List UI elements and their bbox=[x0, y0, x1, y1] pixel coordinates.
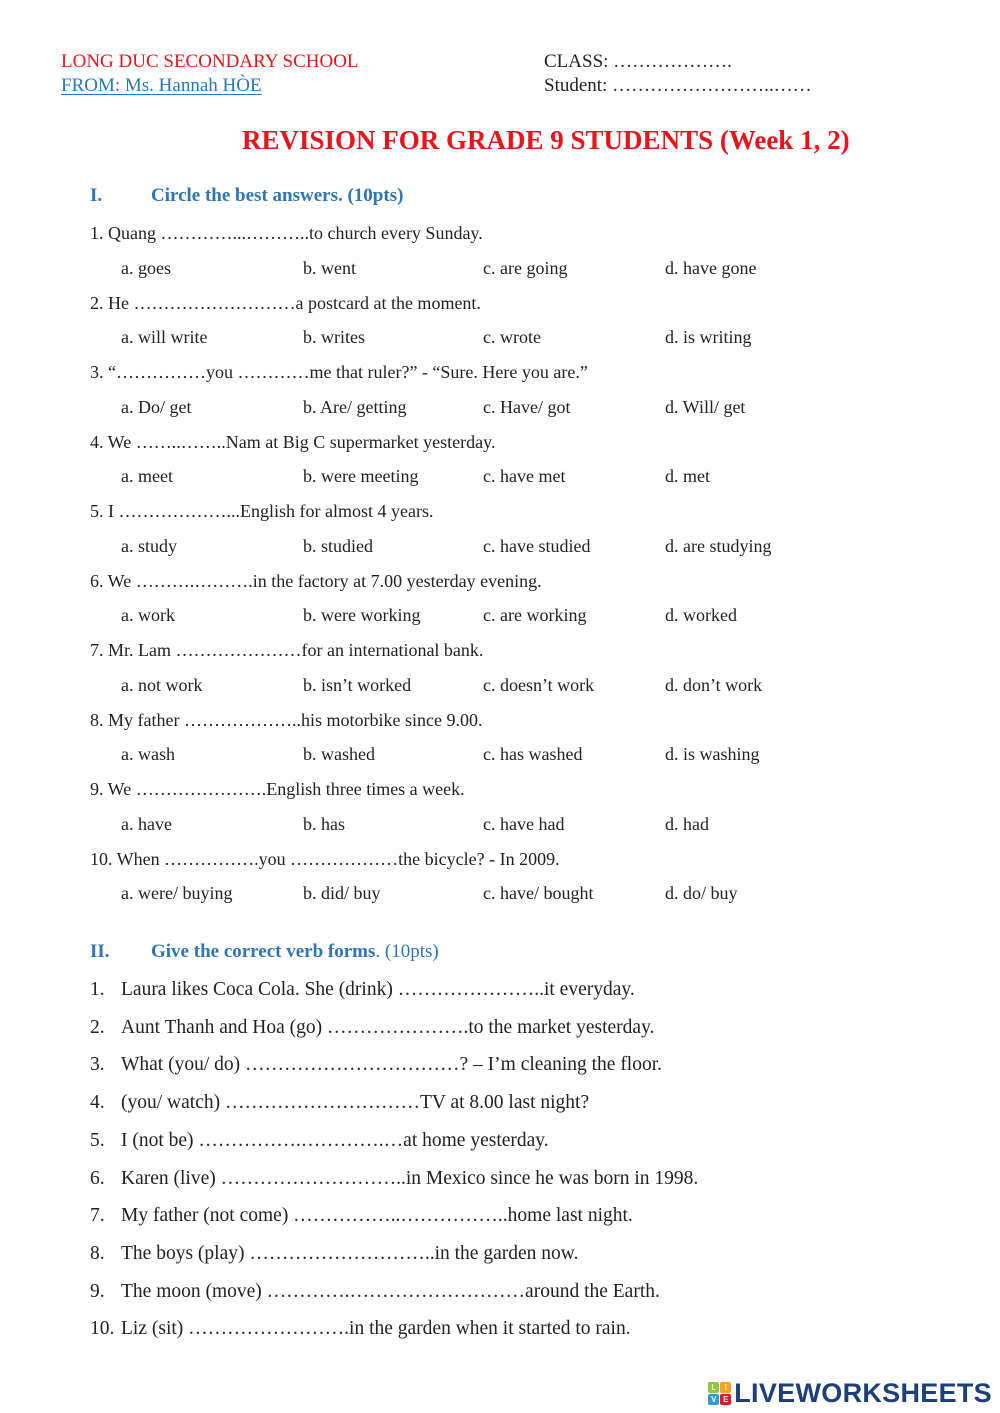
answer-option: d. have gone bbox=[665, 257, 757, 278]
item-number: 3. bbox=[90, 1054, 105, 1076]
item-number: 10. bbox=[90, 1318, 115, 1340]
exercise-sentence: Aunt Thanh and Hoa (go) ………………….to the market yesterday. bbox=[121, 1016, 655, 1038]
liveworksheets-logo bbox=[708, 1378, 992, 1409]
answer-option: a. work bbox=[121, 605, 175, 625]
item-number: 7. bbox=[90, 1205, 105, 1227]
exercise-sentence: Karen (live) ………………………..in Mexico since he was born in 1998. bbox=[121, 1167, 699, 1189]
item-number: 4. bbox=[90, 1092, 105, 1114]
item-number: 2. bbox=[90, 1016, 105, 1038]
answer-option: a. not work bbox=[121, 674, 203, 695]
item-number: 9. bbox=[90, 1280, 105, 1302]
answer-option: b. did/ buy bbox=[303, 883, 381, 903]
answer-option: d. is washing bbox=[665, 744, 760, 764]
teacher-name: FROM: Ms. Hannah HÒE bbox=[61, 75, 262, 96]
answer-option: a. have bbox=[121, 813, 172, 834]
question-text: 2. He ………………………a postcard at the moment. bbox=[90, 292, 481, 313]
answer-option: c. has washed bbox=[483, 744, 583, 764]
answer-option: a. meet bbox=[121, 466, 173, 486]
answer-option: c. doesn’t work bbox=[483, 674, 595, 695]
answer-option: a. were/ buying bbox=[121, 883, 233, 903]
question-text: 9. We ………………….English three times a week. bbox=[90, 779, 465, 799]
answer-option: b. washed bbox=[303, 744, 375, 764]
logo-text: LIVEWORKSHEETS bbox=[734, 1378, 992, 1408]
exercise-sentence: (you/ watch) …………………………TV at 8.00 last night? bbox=[121, 1092, 590, 1114]
answer-option: a. wash bbox=[121, 744, 175, 764]
exercise-sentence: The boys (play) ………………………..in the garden now. bbox=[121, 1242, 579, 1264]
item-number: 6. bbox=[90, 1167, 105, 1189]
question-text: 7. Mr. Lam …………………for an international bank. bbox=[90, 640, 484, 660]
answer-option: b. Are/ getting bbox=[303, 396, 407, 417]
question-text: 6. We ……….……….in the factory at 7.00 yesterday evening. bbox=[90, 570, 542, 591]
item-number: 5. bbox=[90, 1129, 105, 1151]
answer-option: c. are going bbox=[483, 257, 568, 278]
section-title: Circle the best answers. (10pts) bbox=[151, 185, 404, 206]
question-text: 8. My father ………………..his motorbike since 9.00. bbox=[90, 709, 483, 730]
answer-option: b. were working bbox=[303, 605, 421, 625]
logo-icon: L I V E bbox=[708, 1382, 731, 1405]
exercise-sentence: Laura likes Coca Cola. She (drink) …………………..it everyday. bbox=[121, 979, 635, 1000]
answer-option: d. don’t work bbox=[665, 674, 763, 695]
school-name: LONG DUC SECONDARY SCHOOL bbox=[61, 51, 359, 72]
answer-option: b. studied bbox=[303, 535, 373, 556]
answer-option: c. Have/ got bbox=[483, 396, 571, 417]
question-text: 4. We ……..……..Nam at Big C supermarket yesterday. bbox=[90, 431, 496, 452]
answer-option: c. have/ bought bbox=[483, 883, 594, 903]
item-number: 1. bbox=[90, 979, 105, 1000]
question-text: 1. Quang …………...………..to church every Sunday. bbox=[90, 223, 483, 243]
answer-option: d. worked bbox=[665, 605, 737, 625]
answer-option: c. have met bbox=[483, 466, 566, 486]
answer-option: a. goes bbox=[121, 257, 171, 278]
answer-option: d. met bbox=[665, 466, 710, 486]
class-field: CLASS: ………………. bbox=[544, 51, 732, 72]
section-points: . (10pts) bbox=[375, 941, 439, 962]
answer-option: a. Do/ get bbox=[121, 396, 192, 417]
answer-option: b. went bbox=[303, 257, 356, 278]
answer-option: a. study bbox=[121, 535, 177, 556]
section-title: Give the correct verb forms bbox=[151, 941, 376, 962]
exercise-sentence: What (you/ do) ……………………………? – I’m cleaning the floor. bbox=[121, 1054, 663, 1076]
question-text: 5. I ………………...English for almost 4 years. bbox=[90, 501, 434, 521]
answer-option: b. isn’t worked bbox=[303, 674, 412, 695]
answer-option: c. have had bbox=[483, 813, 565, 834]
exercise-sentence: I (not be) …………….………….…at home yesterday. bbox=[121, 1129, 549, 1151]
answer-option: d. had bbox=[665, 813, 709, 834]
exercise-sentence: Liz (sit) …………………….in the garden when it started to rain. bbox=[121, 1318, 631, 1340]
answer-option: d. are studying bbox=[665, 535, 772, 556]
page-title: REVISION FOR GRADE 9 STUDENTS (Week 1, 2) bbox=[242, 125, 850, 155]
answer-option: b. writes bbox=[303, 327, 365, 347]
question-text: 3. “……………you …………me that ruler?” - “Sure. Here you are.” bbox=[90, 362, 588, 382]
answer-option: c. are working bbox=[483, 605, 587, 625]
answer-option: b. has bbox=[303, 813, 345, 834]
question-text: 10. When …………….you ………………the bicycle? - In 2009. bbox=[90, 848, 560, 869]
item-number: 8. bbox=[90, 1242, 105, 1264]
student-field: Student: ……………………..…… bbox=[544, 75, 812, 96]
answer-option: d. Will/ get bbox=[665, 396, 746, 417]
exercise-sentence: The moon (move) ………….………………………around the Earth. bbox=[121, 1280, 660, 1302]
answer-option: d. do/ buy bbox=[665, 883, 738, 903]
answer-option: c. wrote bbox=[483, 327, 541, 347]
answer-option: c. have studied bbox=[483, 535, 591, 556]
section-number: II. bbox=[90, 941, 110, 962]
exercise-sentence: My father (not come) ……………..……………..home last night. bbox=[121, 1205, 633, 1227]
answer-option: d. is writing bbox=[665, 327, 752, 347]
answer-option: a. will write bbox=[121, 327, 208, 347]
section-number: I. bbox=[90, 185, 103, 206]
answer-option: b. were meeting bbox=[303, 466, 419, 486]
